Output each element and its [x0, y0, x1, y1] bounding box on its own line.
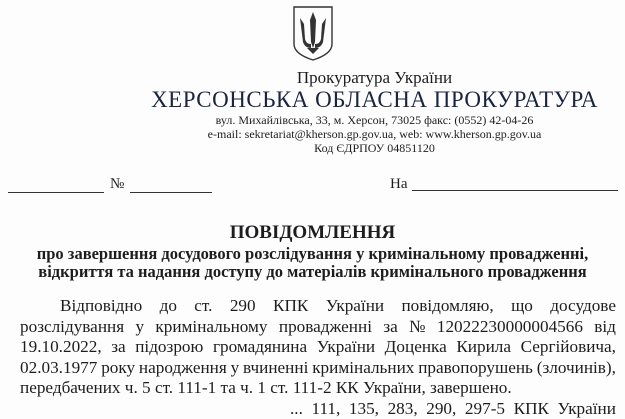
body-word: року	[101, 358, 135, 379]
body-line-4	[20, 358, 616, 379]
body-word: України	[558, 399, 616, 419]
body-word: України	[326, 296, 384, 317]
date-blank-line	[8, 192, 104, 193]
body-word: 290	[230, 296, 256, 317]
org-parent: Прокуратура України	[62, 68, 625, 88]
body-word: ст.	[194, 296, 212, 317]
body-word: 283,	[388, 399, 418, 419]
body-word: передбачених ч. 5 ст. 111-1 та ч. 1 ст. 111-2 КК України, завершено.	[20, 378, 512, 399]
number-blank-line	[130, 192, 212, 193]
org-name: ХЕРСОНСЬКА ОБЛАСНА ПРОКУРАТУРА	[62, 87, 625, 113]
body-word: кримінальному	[155, 317, 267, 338]
body-word: провадженні	[279, 317, 372, 338]
body-word: 111,	[311, 399, 340, 419]
body-word: 290,	[426, 399, 456, 419]
body-line-1	[20, 296, 616, 317]
body-word: Доценка	[385, 337, 447, 358]
body-word: за	[383, 317, 397, 338]
body-word: ...	[290, 399, 303, 419]
body-word: повідомляю,	[401, 296, 493, 317]
body-word: у	[135, 317, 144, 338]
body-word: що	[511, 296, 533, 317]
body-word: 19.10.2022,	[20, 337, 102, 358]
body-word: у	[231, 358, 240, 379]
body-line-6-cut	[20, 399, 616, 419]
body-word: досудове	[550, 296, 616, 317]
org-edrpou: Код ЄДРПОУ 04851120	[62, 141, 625, 156]
body-word: КПК	[273, 296, 308, 317]
body-word: кримінальних	[312, 358, 414, 379]
body-word: Сергійовича,	[521, 337, 616, 358]
body-line-3	[20, 337, 616, 358]
number-sign: №	[110, 176, 124, 193]
body-line-2	[20, 317, 616, 338]
notice-subtitle-2: відкриття та надання доступу до матеріалів кримінального провадження	[0, 262, 625, 282]
body-word: підозрою	[135, 337, 203, 358]
notice-body	[20, 296, 616, 419]
body-word: громадянина	[213, 337, 307, 358]
body-word: 12022230000004566	[437, 317, 583, 338]
org-contacts: e-mail: sekretariat@kherson.gp.gov.ua, web: www.kherson.gp.gov.ua	[62, 127, 625, 142]
body-word: №	[409, 317, 425, 338]
to-blank-line	[412, 190, 618, 191]
body-word: до	[160, 296, 177, 317]
body-word: Відповідно	[60, 296, 142, 317]
org-address: вул. Михайлівська, 33, м. Херсон, 73025 факс: (0552) 42-04-26	[62, 113, 625, 128]
body-word: 02.03.1977	[20, 358, 97, 379]
body-word: за	[111, 337, 125, 358]
body-word: народження	[139, 358, 227, 379]
trident-coat-of-arms-icon	[290, 4, 336, 62]
body-word: України	[317, 337, 375, 358]
body-word: Кирила	[456, 337, 511, 358]
body-word: 297-5	[465, 399, 505, 419]
body-word: розслідування	[20, 317, 124, 338]
body-word: (злочинів),	[537, 358, 616, 379]
body-word: вчиненні	[243, 358, 308, 379]
body-word: 135,	[349, 399, 379, 419]
body-word: КПК	[514, 399, 549, 419]
body-word: правопорушень	[418, 358, 533, 379]
body-word: від	[594, 317, 616, 338]
notice-title: ПОВІДОМЛЕННЯ	[0, 222, 625, 244]
body-line-5	[20, 378, 616, 399]
to-label: На	[390, 176, 408, 193]
notice-subtitle-1: про завершення досудового розслідування у кримінальному провадженні,	[0, 244, 625, 264]
